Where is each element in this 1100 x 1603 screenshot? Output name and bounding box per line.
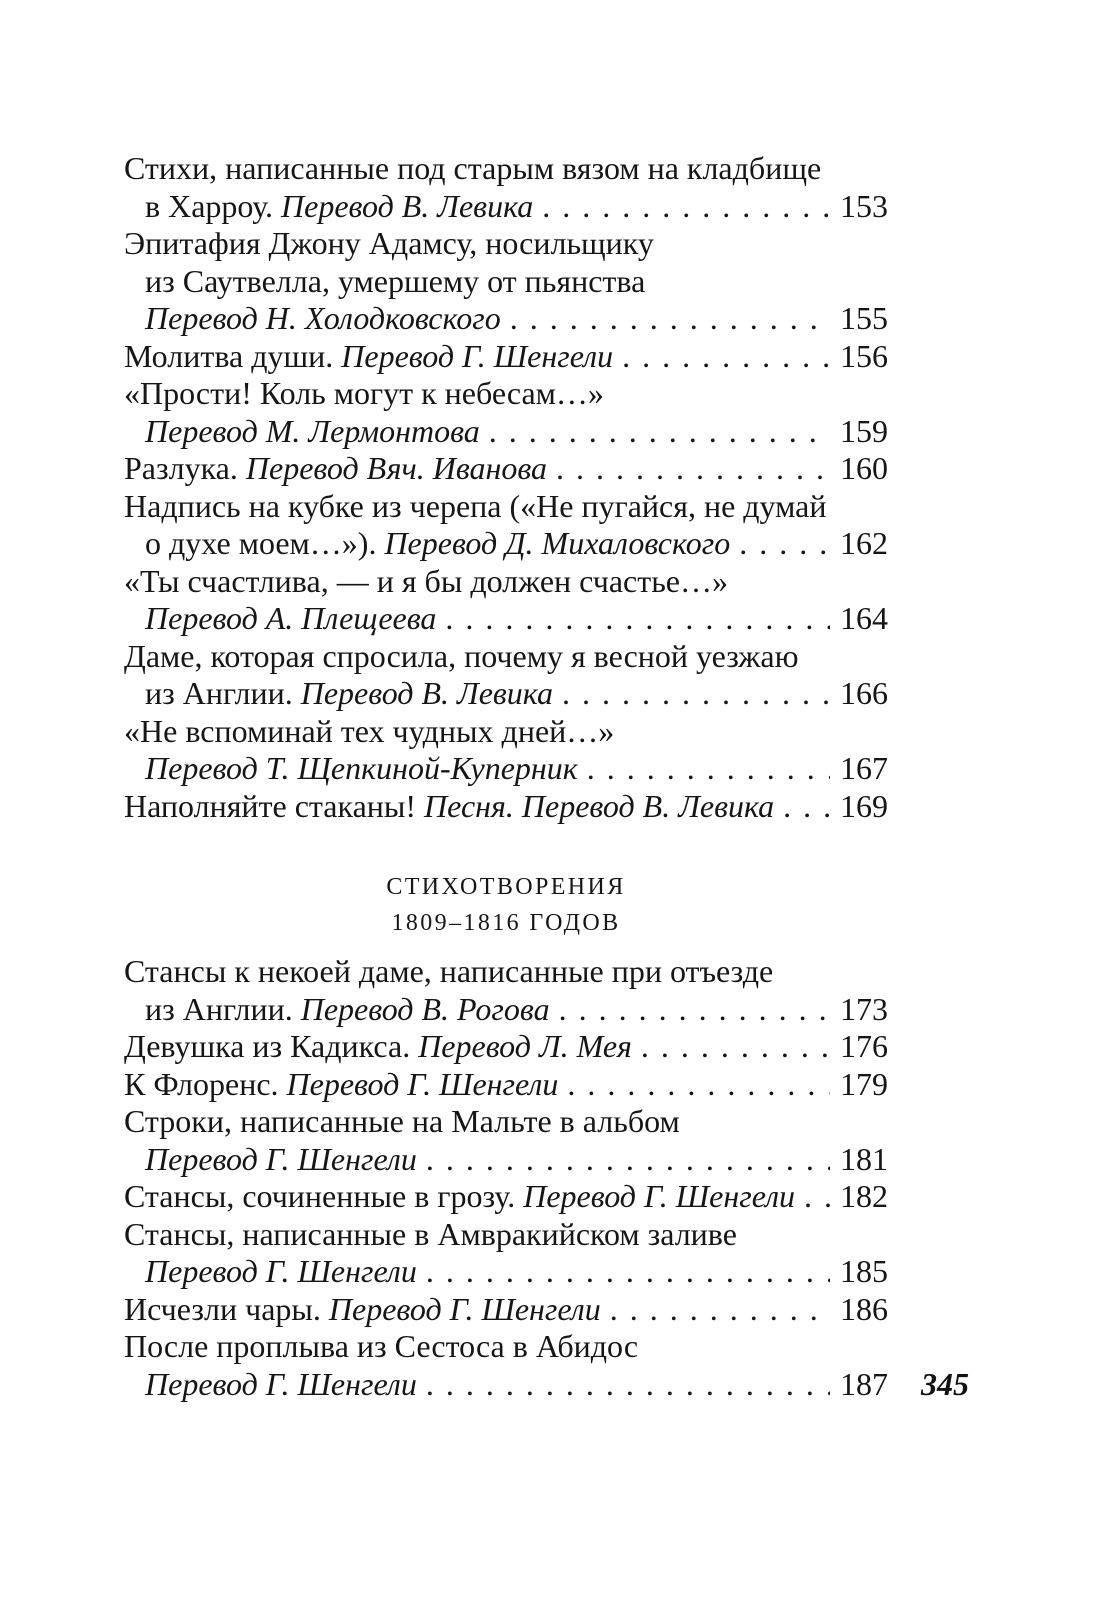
title-text: Наполняйте стаканы! [124,787,425,824]
page-number: 176 [840,1028,888,1064]
toc-line [124,338,888,376]
dot-leader [567,1066,830,1104]
toc-line [124,750,888,788]
dot-leader [426,1366,830,1404]
toc-line [124,1253,888,1291]
title-text: Стансы к некоей даме, написанные при отъезде [124,953,774,989]
title-text: в Харроу. [145,187,281,224]
translator-text: Перевод Г. Шенгели [328,1290,601,1327]
toc-entry-text [124,1028,632,1066]
translator-text: Песня. Перевод В. Левика [424,787,775,824]
title-text: Разлука. [124,450,246,486]
translator-text: Перевод Вяч. Иванова [245,450,548,486]
toc-line [124,375,888,413]
dot-leader [426,1253,830,1291]
toc-entry-text [124,713,614,751]
toc-line [124,1291,888,1329]
page-number: 187 [840,1365,888,1402]
page-number: 167 [840,750,888,786]
toc-line [124,1141,888,1179]
toc-line [124,563,888,601]
toc-line [124,188,888,226]
toc-entry-text [124,788,774,826]
section-heading-line1: СТИХОТВОРЕНИЯ [386,874,626,900]
toc-entry-text [145,1141,417,1179]
translator-text: Перевод Т. Щепкиной-Куперник [145,750,578,786]
title-text: После проплыва из Сестоса в Абидос [124,1328,639,1364]
toc-entry-text [145,188,533,226]
title-text: Девушка из Кадикса. [124,1028,419,1064]
dot-leader [445,600,830,638]
toc-entry-text [124,638,798,676]
title-text: Стансы, написанные в Амвракийском заливе [124,1215,737,1252]
title-text: о духе моем…»). [145,525,385,561]
toc-line [124,1366,888,1404]
toc-entry-text [145,1366,417,1404]
toc-line [124,788,888,826]
toc-entry-text [145,991,550,1029]
page-number: 164 [840,600,888,636]
page-number: 155 [840,300,888,336]
toc-entry-text [124,488,826,526]
toc-line [124,1028,888,1066]
toc-line [124,1328,888,1366]
dot-leader [804,1178,830,1216]
title-text: Даме, которая спросила, почему я весной уезжаю [124,637,799,674]
toc-entry-text [124,225,654,263]
toc-entry-text [145,525,730,563]
page-number: 153 [840,187,888,224]
toc-line [124,713,888,751]
toc-entry-text [124,953,773,991]
title-text: «Ты счастлива, — и я бы должен счастье…» [124,562,728,599]
toc-entry-text [124,338,613,376]
dot-leader [559,991,830,1029]
title-text: «Не вспоминай тех чудных дней…» [124,712,615,749]
toc-entry-text [124,1328,638,1366]
dot-leader [587,750,830,788]
section-heading [124,869,888,941]
page-number: 166 [840,675,888,711]
toc-line [124,525,888,563]
page-number: 173 [840,990,888,1027]
toc-line [124,638,888,676]
toc-line [124,488,888,526]
dot-leader [622,338,830,376]
page-number: 182 [840,1178,888,1214]
translator-text: Перевод Г. Шенгели [145,1140,417,1177]
translator-text: Перевод Г. Шенгели [341,337,614,374]
toc-line [124,263,888,301]
title-text: К Флоренс. [124,1065,287,1102]
dot-leader [542,188,830,226]
page-number: 156 [840,337,888,374]
toc-entry-text [124,1066,558,1104]
title-text: из Англии. [145,990,301,1027]
toc-line [124,1103,888,1141]
dot-leader [556,450,830,488]
page-number: 186 [840,1290,888,1327]
toc-line [124,150,888,188]
folio-page-number: 345 [921,1366,969,1402]
toc-line [124,450,888,488]
dot-leader [510,300,830,338]
toc-line [124,675,888,713]
translator-text: Перевод М. Лермонтова [145,412,480,449]
title-text: из Англии. [145,675,301,711]
toc-entry-text [145,675,553,713]
dot-leader [562,675,830,713]
translator-text: Перевод Г. Шенгели [286,1065,559,1102]
dot-leader [783,788,830,826]
title-text: Строки, написанные на Мальте в альбом [124,1103,680,1139]
toc-entry-text [124,450,547,488]
translator-text: Перевод Д. Михаловского [384,525,731,561]
translator-text: Перевод А. Плещеева [145,600,437,636]
dot-leader [489,413,830,451]
toc-entry-text [145,1253,417,1291]
dot-leader [641,1028,830,1066]
dot-leader [610,1291,830,1329]
table-of-contents [124,150,888,1403]
title-text: Молитва души. [124,337,342,374]
title-text: из Саутвелла, умершему от пьянства [145,262,646,299]
page-number: 159 [840,412,888,449]
toc-line [124,600,888,638]
toc-line [124,1066,888,1104]
toc-line [124,991,888,1029]
toc-line [124,1216,888,1254]
page-number: 160 [840,450,888,486]
translator-text: Перевод Г. Шенгели [145,1365,417,1402]
translator-text: Перевод В. Левика [300,675,553,711]
title-text: Эпитафия Джону Адамсу, носильщику [124,225,654,261]
translator-text: Перевод Н. Холодковского [145,300,501,336]
title-text: Надпись на кубке из черепа («Не пугайся, не думай [124,487,827,524]
toc-entry-text [124,150,821,188]
translator-text: Перевод Г. Шенгели [145,1253,417,1289]
page-number: 179 [840,1065,888,1102]
toc-line [124,953,888,991]
toc-entry-text [124,1103,680,1141]
toc-entry-text [145,750,578,788]
title-text: Стансы, сочиненные в грозу. [124,1178,524,1214]
translator-text: Перевод В. Рогова [300,990,550,1027]
page-number: 169 [840,787,888,824]
toc-entry-text [124,1291,601,1329]
title-text: Исчезли чары. [124,1290,329,1327]
dot-leader [426,1141,830,1179]
section-heading-line2: 1809–1816 ГОДОВ [391,910,621,936]
title-text: «Прости! Коль могут к небесам…» [124,375,604,411]
toc-entry-text [124,1178,795,1216]
toc-entry-text [145,600,436,638]
translator-text: Перевод Л. Мея [418,1028,632,1064]
toc-entry-text [124,1216,737,1254]
page-number: 181 [840,1140,888,1177]
translator-text: Перевод В. Левика [281,187,534,224]
title-text: Стихи, написанные под старым вязом на кладбище [124,150,822,186]
translator-text: Перевод Г. Шенгели [523,1178,796,1214]
toc-entry-text [145,413,480,451]
toc-line [124,1178,888,1216]
page-number: 185 [840,1253,888,1289]
toc-entry-text [124,375,604,413]
toc-entry-text [124,563,728,601]
toc-entry-text [145,263,645,301]
page-number: 162 [840,525,888,561]
toc-line [124,225,888,263]
toc-line [124,413,888,451]
dot-leader [739,525,830,563]
toc-line [124,300,888,338]
toc-entry-text [145,300,501,338]
